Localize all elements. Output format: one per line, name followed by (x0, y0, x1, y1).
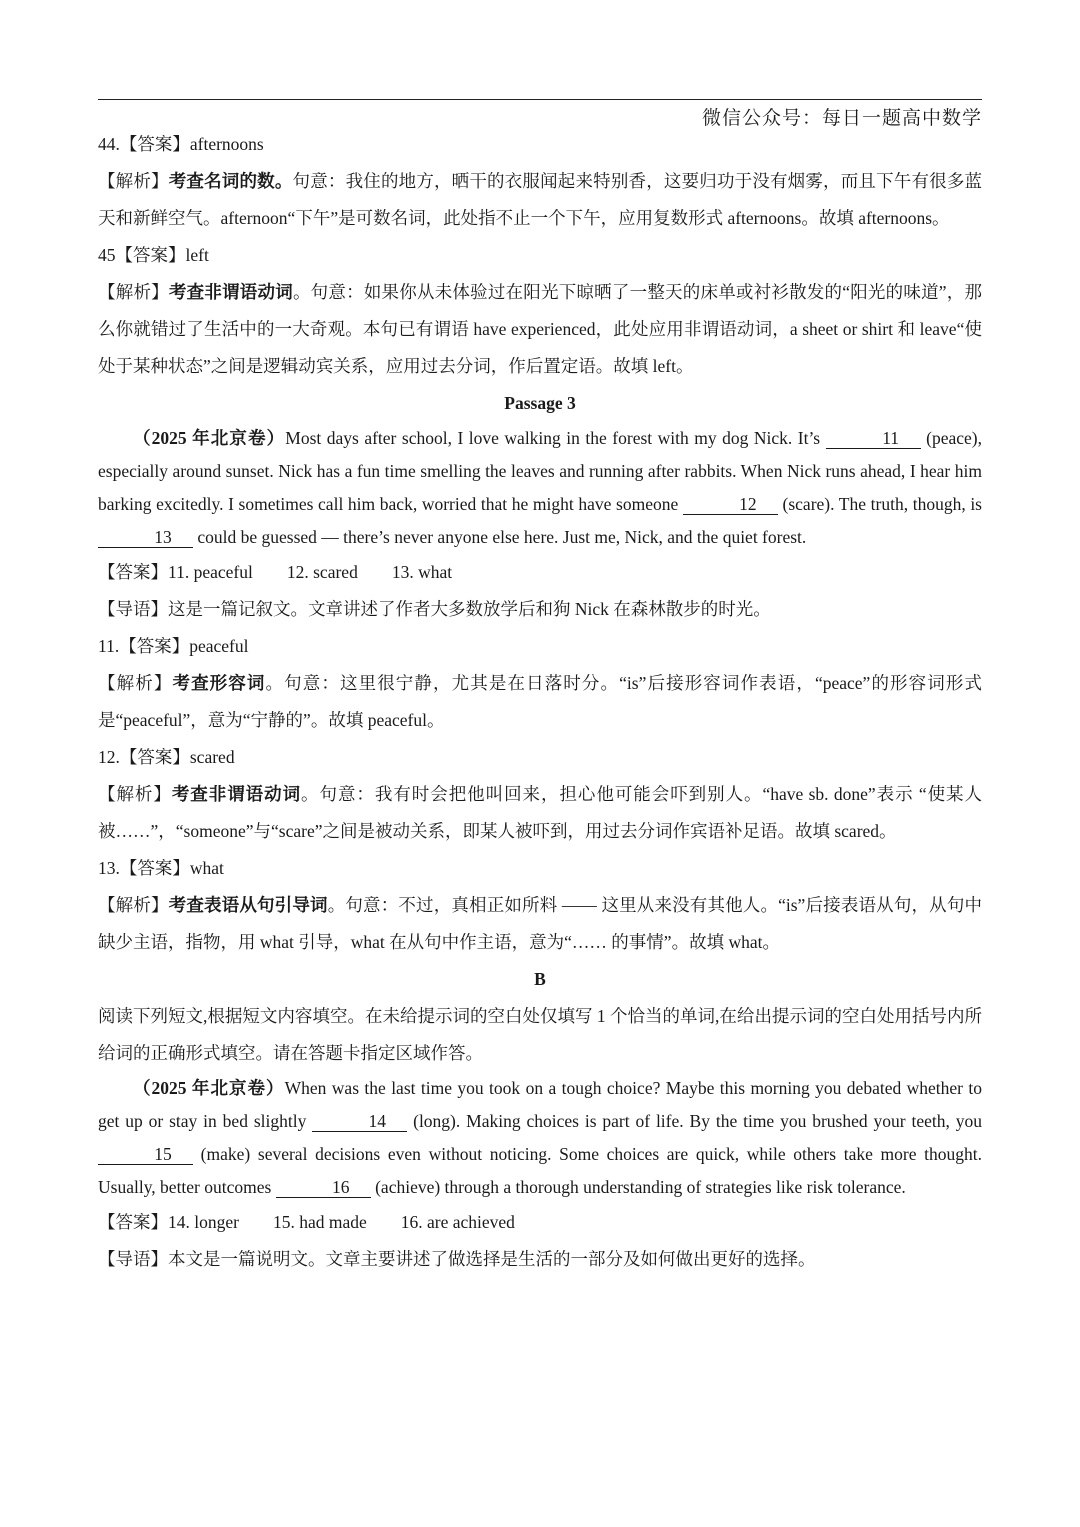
blank-11: 11 (826, 428, 921, 449)
q45-answer: 45【答案】left (98, 245, 209, 265)
section-b-guide: 【导语】本文是一篇说明文。文章主要讲述了做选择是生活的一部分及如何做出更好的选择。 (98, 1249, 816, 1269)
passage3-answers: 【答案】11. peaceful 12. scared 13. what (98, 562, 453, 582)
section-b-title: B (534, 969, 546, 989)
passage3-guide: 【导语】这是一篇记叙文。文章讲述了作者大多数放学后和狗 Nick 在森林散步的时光。 (98, 599, 771, 619)
blank-13: 13 (98, 527, 193, 548)
header-rule (98, 99, 982, 100)
q11-answer: 11.【答案】peaceful (98, 636, 249, 656)
passage3-text: （2025 年北京卷）Most days after school, I love walking in the forest with my dog Nick. It’s 11 (peace), especially around sunset. Nick has a fun time smelling the leaves and running after rabbits. When Nick runs ahead, I hear him barking excitedly. I sometimes call him back, worried that he might have someone 12 (scare). The truth, though, is 13 could be guessed — there’s never anyone else here. Just me, Nick, and the quiet forest. (98, 428, 982, 547)
q13-analysis: 【解析】考查表语从句引导词。句意：不过，真相正如所料 —— 这里从来没有其他人。“is”后接表语从句，从句中缺少主语，指物，用 what 引导，what 在从句中作主语，意为“…… 的事情”。故填 what。 (98, 895, 982, 952)
section-b-answers: 【答案】14. longer 15. had made 16. are achieved (98, 1212, 515, 1232)
q45-analysis: 【解析】考查非谓语动词。句意：如果你从未体验过在阳光下晾晒了一整天的床单或衬衫散发的“阳光的味道”，那么你就错过了生活中的一大奇观。本句已有谓语 have experienced，此处应用非谓语动词，a sheet or shirt 和 leave“使处于某种状态”之间是逻辑动宾关系，应用过去分词，作后置定语。故填 left。 (98, 282, 983, 376)
q44-analysis: 【解析】考查名词的数。句意：我住的地方，晒干的衣服闻起来特别香，这要归功于没有烟雾，而且下午有很多蓝天和新鲜空气。afternoon“下午”是可数名词，此处指不止一个下午，应用复数形式 afternoons。故填 afternoons。 (98, 171, 983, 228)
q11-analysis: 【解析】考查形容词。句意：这里很宁静，尤其是在日落时分。“is”后接形容词作表语，“peace”的形容词形式是“peaceful”，意为“宁静的”。故填 peaceful。 (98, 673, 983, 730)
q12-analysis: 【解析】考查非谓语动词。句意：我有时会把他叫回来，担心他可能会吓到别人。“have sb. done”表示 “使某人被……”，“someone”与“scare”之间是被动关系，即某人被吓到，用过去分词作宾语补足语。故填 scared。 (98, 784, 983, 841)
passage3-title: Passage 3 (504, 393, 576, 413)
blank-14: 14 (312, 1111, 407, 1132)
q12-answer: 12.【答案】scared (98, 747, 235, 767)
blank-12: 12 (683, 494, 778, 515)
blank-16: 16 (276, 1177, 371, 1198)
header-watermark: 微信公众号：每日一题高中数学 (701, 108, 982, 129)
section-b-instructions: 阅读下列短文,根据短文内容填空。在未给提示词的空白处仅填写 1 个恰当的单词,在给出提示词的空白处用括号内所给词的正确形式填空。请在答题卡指定区域作答。 (98, 1006, 982, 1063)
section-b-text: （2025 年北京卷）When was the last time you took on a tough choice? Maybe this morning you debated whether to get up or stay in bed slightly 14 (long). Making choices is part of life. By the time you brushed your teeth, you 15 (make) several decisions even without noticing. Some choices are quick, while others take more thought. Usually, better outcomes 16 (achieve) through a thorough understanding of strategies like risk tolerance. (98, 1078, 983, 1197)
document-body (98, 126, 982, 1278)
q13-answer: 13.【答案】what (98, 858, 224, 878)
blank-15: 15 (98, 1144, 193, 1165)
q44-answer: 44.【答案】afternoons (98, 134, 264, 154)
